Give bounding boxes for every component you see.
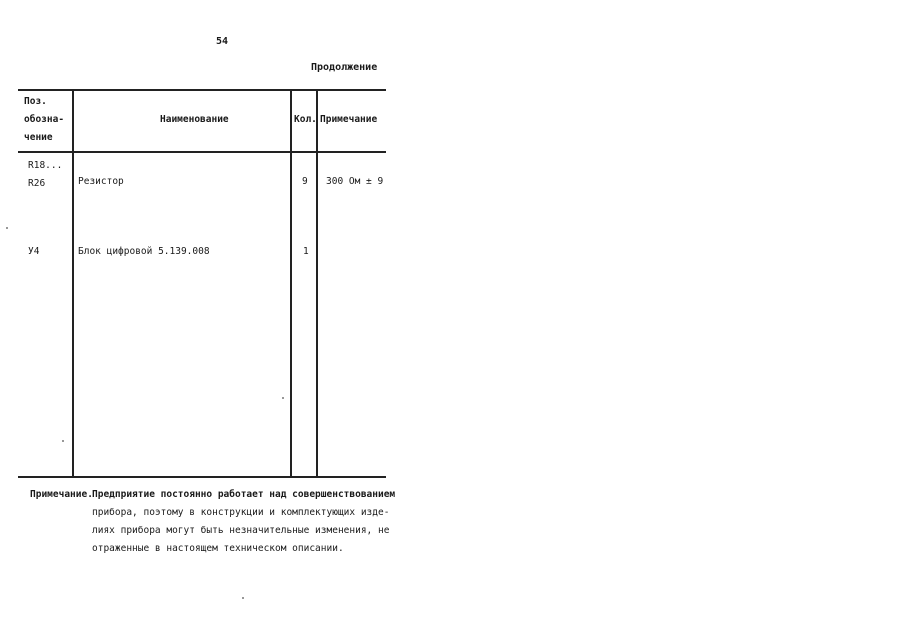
row-2-quantity: 1	[303, 246, 309, 257]
page-number: 54	[216, 36, 229, 47]
scan-speck	[6, 227, 8, 229]
scan-speck	[62, 440, 64, 442]
row-1-note: 300 Ом ± 9	[326, 176, 384, 187]
specification-table	[18, 89, 386, 478]
footnote-line-4: отраженные в настоящем техническом описании.	[92, 543, 344, 554]
column-divider-quantity	[316, 89, 318, 478]
column-header-position: Поз. обозна- чение	[24, 96, 65, 143]
footnote-line-1: Предприятие постоянно работает над совершенствованием	[92, 489, 396, 500]
row-2-name: Блок цифровой 5.139.008	[78, 246, 210, 257]
row-1-quantity: 9	[302, 176, 308, 187]
column-header-quantity: Кол.	[294, 114, 317, 125]
footnote-label: Примечание.	[30, 489, 93, 500]
row-1-name: Резистор	[78, 176, 124, 187]
continuation-label: Продолжение	[311, 62, 378, 73]
column-divider-name	[290, 89, 292, 478]
column-header-note: Примечание	[320, 114, 378, 125]
column-divider-position	[72, 89, 74, 478]
scan-speck	[242, 597, 244, 599]
scan-speck	[282, 397, 284, 399]
row-1-position: R18... R26	[28, 160, 63, 189]
footnote-line-3: лиях прибора могут быть незначительные изменения, не	[92, 525, 390, 536]
footnote-line-2: прибора, поэтому в конструкции и комплектующих изде-	[92, 507, 390, 518]
column-header-name: Наименование	[160, 114, 229, 125]
row-2-position: У4	[28, 246, 40, 257]
